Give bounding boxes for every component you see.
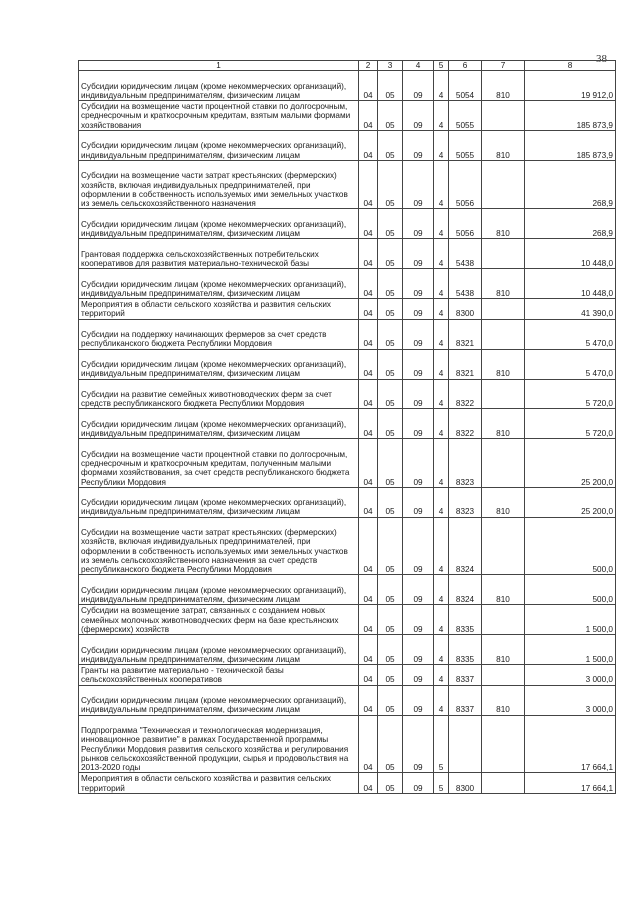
code-subsection: 05 — [378, 685, 403, 715]
code-target-item: 5055 — [449, 101, 482, 131]
row-name: Субсидии на возмещение части процентной ставки по долгосрочным, среднесрочным и краткосрочным кредитам, полученным малыми формами хозяйствования, за счет средств республиканского бюджета Республики Мордовия — [79, 439, 359, 488]
code-section: 04 — [359, 160, 378, 209]
table-row — [79, 349, 616, 379]
table-row — [79, 101, 616, 131]
header-col-4: 4 — [403, 61, 434, 71]
code-section: 04 — [359, 665, 378, 686]
code-section: 04 — [359, 379, 378, 409]
code-target-item: 8324 — [449, 575, 482, 605]
code-subprogram: 4 — [434, 160, 449, 209]
code-subprogram: 4 — [434, 131, 449, 161]
code-target-item: 8300 — [449, 773, 482, 794]
code-expense-type — [482, 379, 525, 409]
code-expense-type: 810 — [482, 209, 525, 239]
code-section: 04 — [359, 685, 378, 715]
code-target-item: 8323 — [449, 439, 482, 488]
code-target-item — [449, 715, 482, 773]
code-target-item: 8322 — [449, 379, 482, 409]
code-target-item: 5438 — [449, 239, 482, 269]
code-section: 04 — [359, 349, 378, 379]
code-expense-type: 810 — [482, 71, 525, 101]
table-row — [79, 605, 616, 635]
code-expense-type — [482, 299, 525, 320]
code-target-item: 8300 — [449, 299, 482, 320]
code-target-item: 8337 — [449, 665, 482, 686]
code-expense-type — [482, 101, 525, 131]
table-header-row — [79, 61, 616, 71]
code-target-item: 8335 — [449, 635, 482, 665]
code-expense-type — [482, 665, 525, 686]
code-program: 09 — [403, 379, 434, 409]
table-row — [79, 379, 616, 409]
header-col-1: 1 — [79, 61, 359, 71]
code-program: 09 — [403, 239, 434, 269]
code-target-item: 5055 — [449, 131, 482, 161]
table-row — [79, 209, 616, 239]
code-subprogram: 5 — [434, 773, 449, 794]
row-name: Субсидии на поддержку начинающих фермеров за счет средств республиканского бюджета Республики Мордовия — [79, 319, 359, 349]
code-subprogram: 4 — [434, 101, 449, 131]
code-expense-type: 810 — [482, 635, 525, 665]
code-expense-type: 810 — [482, 131, 525, 161]
code-subsection: 05 — [378, 101, 403, 131]
code-expense-type — [482, 160, 525, 209]
code-target-item: 5056 — [449, 160, 482, 209]
code-program: 09 — [403, 715, 434, 773]
budget-table — [78, 60, 616, 794]
row-amount: 1 500,0 — [525, 605, 616, 635]
row-name: Субсидии юридическим лицам (кроме некоммерческих организаций), индивидуальным предпринимателям, физическим лицам — [79, 635, 359, 665]
code-section: 04 — [359, 439, 378, 488]
code-subsection: 05 — [378, 379, 403, 409]
code-section: 04 — [359, 605, 378, 635]
code-program: 09 — [403, 773, 434, 794]
code-program: 09 — [403, 71, 434, 101]
row-name: Субсидии на возмещение части затрат крестьянских (фермерских) хозяйств, включая индивидуальных предпринимателей, при оформлении в собственность используемых ими земельных участков из земель сельскохозяйственного назначения за счет средств республиканского бюджета Республики Мордовия — [79, 517, 359, 575]
code-subsection: 05 — [378, 439, 403, 488]
code-target-item: 8323 — [449, 487, 482, 517]
code-program: 09 — [403, 665, 434, 686]
code-subsection: 05 — [378, 517, 403, 575]
code-section: 04 — [359, 71, 378, 101]
row-name: Подпрограмма "Техническая и технологическая модернизация, инновационное развитие" в рамках Государственной программы Республики Мордовия развития сельского хозяйства и регулирования рынков сельскохозяйственной продукции, сырья и продовольствия на 2013-2020 годы — [79, 715, 359, 773]
row-amount: 268,9 — [525, 209, 616, 239]
code-target-item: 8321 — [449, 349, 482, 379]
code-target-item: 8321 — [449, 319, 482, 349]
code-program: 09 — [403, 685, 434, 715]
table-row — [79, 685, 616, 715]
code-subprogram: 4 — [434, 269, 449, 299]
code-section: 04 — [359, 269, 378, 299]
code-subprogram: 4 — [434, 299, 449, 320]
row-amount: 500,0 — [525, 517, 616, 575]
table-row — [79, 239, 616, 269]
code-program: 09 — [403, 209, 434, 239]
table-row — [79, 575, 616, 605]
row-name: Субсидии юридическим лицам (кроме некоммерческих организаций), индивидуальным предпринимателям, физическим лицам — [79, 349, 359, 379]
code-program: 09 — [403, 487, 434, 517]
code-expense-type — [482, 605, 525, 635]
table-row — [79, 773, 616, 794]
row-amount: 3 000,0 — [525, 665, 616, 686]
code-program: 09 — [403, 517, 434, 575]
code-subsection: 05 — [378, 209, 403, 239]
code-subsection: 05 — [378, 131, 403, 161]
table-row — [79, 160, 616, 209]
header-col-3: 3 — [378, 61, 403, 71]
code-expense-type: 810 — [482, 269, 525, 299]
code-expense-type: 810 — [482, 487, 525, 517]
code-subprogram: 4 — [434, 605, 449, 635]
code-subsection: 05 — [378, 319, 403, 349]
row-name: Субсидии на возмещение затрат, связанных с созданием новых семейных молочных животноводческих ферм на базе крестьянских (фермерских) хозяйств — [79, 605, 359, 635]
code-program: 09 — [403, 439, 434, 488]
code-subprogram: 4 — [434, 319, 449, 349]
code-program: 09 — [403, 349, 434, 379]
table-row — [79, 665, 616, 686]
code-target-item: 8335 — [449, 605, 482, 635]
code-subprogram: 4 — [434, 517, 449, 575]
table-row — [79, 487, 616, 517]
code-program: 09 — [403, 605, 434, 635]
row-name: Субсидии юридическим лицам (кроме некоммерческих организаций), индивидуальным предпринимателям, физическим лицам — [79, 71, 359, 101]
row-name: Субсидии на возмещение части процентной ставки по долгосрочным, среднесрочным и краткосрочным кредитам, взятым малыми формами хозяйствования — [79, 101, 359, 131]
code-subsection: 05 — [378, 299, 403, 320]
code-subsection: 05 — [378, 665, 403, 686]
code-section: 04 — [359, 517, 378, 575]
code-expense-type — [482, 517, 525, 575]
row-amount: 5 470,0 — [525, 349, 616, 379]
code-section: 04 — [359, 101, 378, 131]
code-subprogram: 5 — [434, 715, 449, 773]
code-subprogram: 4 — [434, 439, 449, 488]
code-program: 09 — [403, 409, 434, 439]
code-target-item: 8337 — [449, 685, 482, 715]
row-amount: 1 500,0 — [525, 635, 616, 665]
row-name: Гранты на развитие материально - технической базы сельскохозяйственных кооперативов — [79, 665, 359, 686]
code-expense-type — [482, 439, 525, 488]
table-row — [79, 409, 616, 439]
code-subprogram: 4 — [434, 239, 449, 269]
code-section: 04 — [359, 575, 378, 605]
table-row — [79, 439, 616, 488]
row-amount: 5 720,0 — [525, 379, 616, 409]
table-row — [79, 269, 616, 299]
code-program: 09 — [403, 131, 434, 161]
header-col-6: 6 — [449, 61, 482, 71]
code-subprogram: 4 — [434, 71, 449, 101]
row-amount: 17 664,1 — [525, 773, 616, 794]
code-subsection: 05 — [378, 635, 403, 665]
row-name: Субсидии юридическим лицам (кроме некоммерческих организаций), индивидуальным предпринимателям, физическим лицам — [79, 131, 359, 161]
table-row — [79, 715, 616, 773]
code-expense-type — [482, 239, 525, 269]
code-program: 09 — [403, 160, 434, 209]
code-expense-type: 810 — [482, 575, 525, 605]
row-amount: 10 448,0 — [525, 269, 616, 299]
code-subprogram: 4 — [434, 665, 449, 686]
code-program: 09 — [403, 269, 434, 299]
code-subprogram: 4 — [434, 575, 449, 605]
code-target-item: 5056 — [449, 209, 482, 239]
row-amount: 500,0 — [525, 575, 616, 605]
table-row — [79, 635, 616, 665]
code-target-item: 5054 — [449, 71, 482, 101]
code-section: 04 — [359, 715, 378, 773]
row-amount: 41 390,0 — [525, 299, 616, 320]
code-subprogram: 4 — [434, 409, 449, 439]
code-subprogram: 4 — [434, 635, 449, 665]
row-name: Субсидии юридическим лицам (кроме некоммерческих организаций), индивидуальным предпринимателям, физическим лицам — [79, 575, 359, 605]
code-section: 04 — [359, 131, 378, 161]
row-amount: 10 448,0 — [525, 239, 616, 269]
row-name: Субсидии на возмещение части затрат крестьянских (фермерских) хозяйств, включая индивидуальных предпринимателей, при оформлении в собственность используемых ими земельных участков из земель сельскохозяйственного назначения — [79, 160, 359, 209]
row-name: Субсидии юридическим лицам (кроме некоммерческих организаций), индивидуальным предпринимателям, физическим лицам — [79, 269, 359, 299]
code-subprogram: 4 — [434, 209, 449, 239]
code-subsection: 05 — [378, 239, 403, 269]
code-section: 04 — [359, 299, 378, 320]
header-col-5: 5 — [434, 61, 449, 71]
code-section: 04 — [359, 209, 378, 239]
code-subsection: 05 — [378, 409, 403, 439]
row-amount: 19 912,0 — [525, 71, 616, 101]
code-program: 09 — [403, 101, 434, 131]
table-row — [79, 299, 616, 320]
table-row — [79, 517, 616, 575]
code-subsection: 05 — [378, 715, 403, 773]
code-expense-type — [482, 773, 525, 794]
row-amount: 3 000,0 — [525, 685, 616, 715]
code-subprogram: 4 — [434, 349, 449, 379]
header-col-8: 8 — [525, 61, 616, 71]
code-program: 09 — [403, 635, 434, 665]
code-section: 04 — [359, 487, 378, 517]
code-subprogram: 4 — [434, 487, 449, 517]
code-subsection: 05 — [378, 349, 403, 379]
code-subsection: 05 — [378, 160, 403, 209]
row-amount: 25 200,0 — [525, 487, 616, 517]
row-name: Субсидии юридическим лицам (кроме некоммерческих организаций), индивидуальным предпринимателям, физическим лицам — [79, 409, 359, 439]
code-expense-type: 810 — [482, 349, 525, 379]
row-amount: 5 470,0 — [525, 319, 616, 349]
code-expense-type: 810 — [482, 685, 525, 715]
code-section: 04 — [359, 409, 378, 439]
row-name: Субсидии юридическим лицам (кроме некоммерческих организаций), индивидуальным предпринимателям, физическим лицам — [79, 487, 359, 517]
row-amount: 185 873,9 — [525, 101, 616, 131]
header-col-7: 7 — [482, 61, 525, 71]
row-name: Субсидии на развитие семейных животноводческих ферм за счет средств республиканского бюджета Республики Мордовия — [79, 379, 359, 409]
code-target-item: 5438 — [449, 269, 482, 299]
code-section: 04 — [359, 239, 378, 269]
code-subsection: 05 — [378, 71, 403, 101]
row-name: Субсидии юридическим лицам (кроме некоммерческих организаций), индивидуальным предпринимателям, физическим лицам — [79, 685, 359, 715]
header-col-2: 2 — [359, 61, 378, 71]
code-subsection: 05 — [378, 575, 403, 605]
row-name: Мероприятия в области сельского хозяйства и развития сельских территорий — [79, 299, 359, 320]
row-name: Грантовая поддержка сельскохозяйственных потребительских кооперативов для развития материально-технической базы — [79, 239, 359, 269]
row-name: Субсидии юридическим лицам (кроме некоммерческих организаций), индивидуальным предпринимателям, физическим лицам — [79, 209, 359, 239]
table-row — [79, 131, 616, 161]
code-subprogram: 4 — [434, 379, 449, 409]
code-section: 04 — [359, 773, 378, 794]
code-expense-type — [482, 319, 525, 349]
table-row — [79, 71, 616, 101]
code-section: 04 — [359, 635, 378, 665]
code-target-item: 8324 — [449, 517, 482, 575]
code-subsection: 05 — [378, 605, 403, 635]
code-subsection: 05 — [378, 487, 403, 517]
row-amount: 185 873,9 — [525, 131, 616, 161]
row-amount: 25 200,0 — [525, 439, 616, 488]
code-subprogram: 4 — [434, 685, 449, 715]
row-amount: 268,9 — [525, 160, 616, 209]
code-subsection: 05 — [378, 269, 403, 299]
code-program: 09 — [403, 299, 434, 320]
page-number: 38 — [596, 53, 607, 65]
code-expense-type — [482, 715, 525, 773]
code-expense-type: 810 — [482, 409, 525, 439]
code-program: 09 — [403, 319, 434, 349]
row-name: Мероприятия в области сельского хозяйства и развития сельских территорий — [79, 773, 359, 794]
code-section: 04 — [359, 319, 378, 349]
code-subsection: 05 — [378, 773, 403, 794]
row-amount: 17 664,1 — [525, 715, 616, 773]
code-program: 09 — [403, 575, 434, 605]
row-amount: 5 720,0 — [525, 409, 616, 439]
table-row — [79, 319, 616, 349]
code-target-item: 8322 — [449, 409, 482, 439]
table-body — [79, 71, 616, 794]
